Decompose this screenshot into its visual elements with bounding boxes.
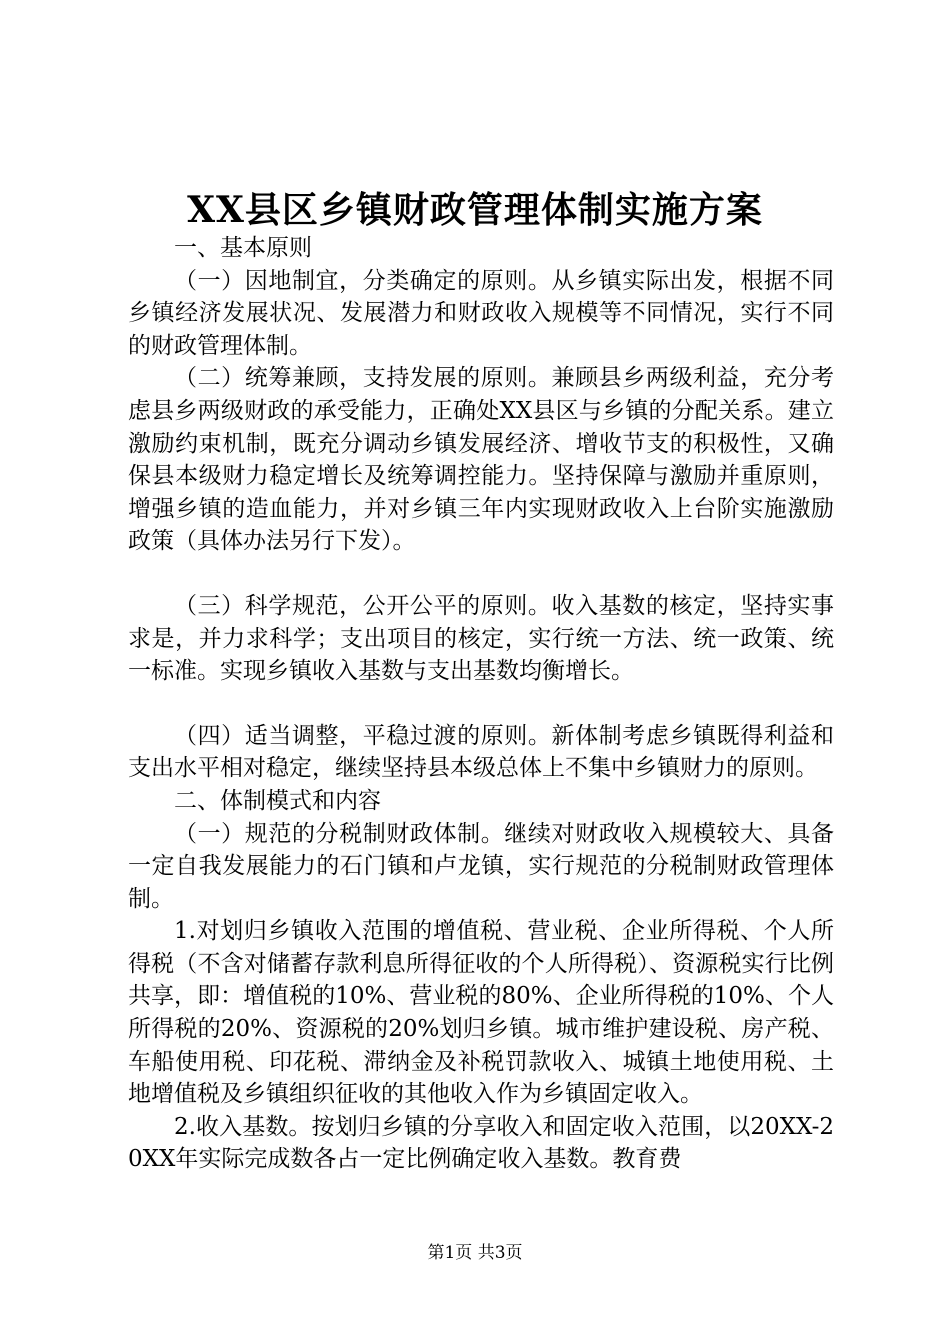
paragraph-item-2: 2.收入基数。按划归乡镇的分享收入和固定收入范围，以20XX-20XX年实际完成数各占一定比例确定收入基数。教育费: [128, 1113, 834, 1173]
page-footer: 第1页 共3页: [427, 1243, 523, 1263]
document-title: XX县区乡镇财政管理体制实施方案: [187, 189, 763, 231]
paragraph-principle-2: （二）统筹兼顾，支持发展的原则。兼顾县乡两级利益，充分考虑县乡两级财政的承受能力，正确处XX县区与乡镇的分配关系。建立激励约束机制，既充分调动乡镇发展经济、增收节支的积极性，又确保县本级财力稳定增长及统筹调控能力。坚持保障与激励并重原则，增强乡镇的造血能力，并对乡镇三年内实现财政收入上台阶实施激励政策（具体办法另行下发）。: [128, 365, 834, 555]
document-body: [128, 232, 834, 1176]
paragraph-principle-4: （四）适当调整，平稳过渡的原则。新体制考虑乡镇既得利益和支出水平相对稳定，继续坚持县本级总体上不集中乡镇财力的原则。: [128, 722, 834, 782]
section-heading-principles: 一、基本原则: [174, 235, 312, 261]
section-heading-system: 二、体制模式和内容: [174, 787, 381, 814]
paragraph-item-1: 1.对划归乡镇收入范围的增值税、营业税、企业所得税、个人所得税（不含对储蓄存款利息所得征收的个人所得税）、资源税实行比例共享，即：增值税的10%、营业税的80%、企业所得税的10%、个人所得税的20%、资源税的20%划归乡镇。城市维护建设税、房产税、车船使用税、印花税、滞纳金及补税罚款收入、城镇土地使用税、土地增值税及乡镇组织征收的其他收入作为乡镇固定收入。: [128, 918, 834, 1108]
paragraph-principle-3: （三）科学规范，公开公平的原则。收入基数的核定，坚持实事求是，并力求科学；支出项目的核定，实行统一方法、统一政策、统一标准。实现乡镇收入基数与支出基数均衡增长。: [128, 592, 834, 685]
paragraph-principle-1: （一）因地制宜，分类确定的原则。从乡镇实际出发，根据不同乡镇经济发展状况、发展潜力和财政收入规模等不同情况，实行不同的财政管理体制。: [128, 267, 834, 359]
paragraph-system-1: （一）规范的分税制财政体制。继续对财政收入规模较大、具备一定自我发展能力的石门镇和卢龙镇，实行规范的分税制财政管理体制。: [128, 820, 834, 912]
